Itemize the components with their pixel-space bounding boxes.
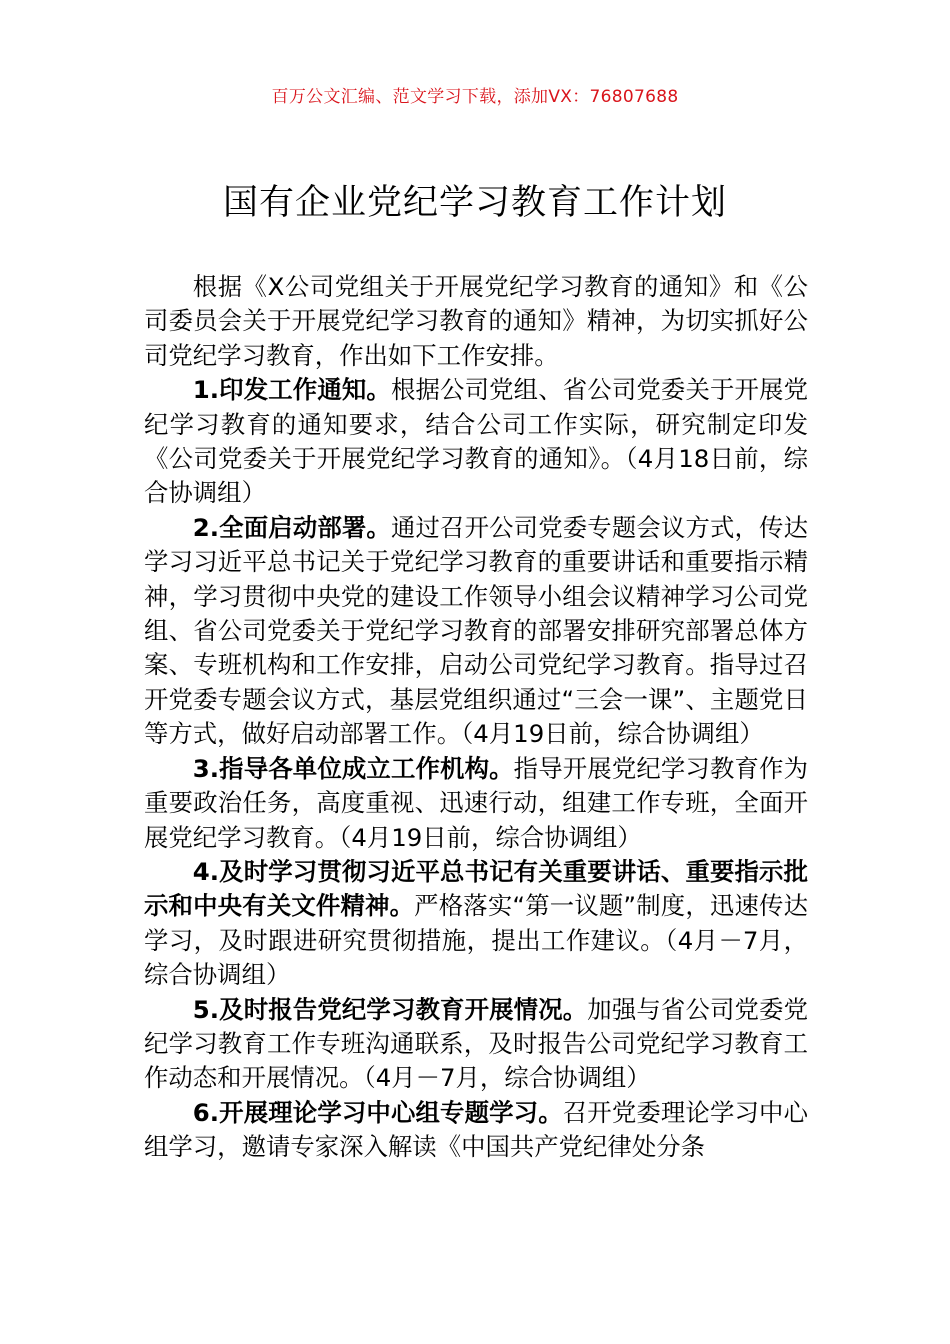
document-body	[144, 270, 808, 1165]
item-heading: 3.指导各单位成立工作机构。	[192, 753, 514, 783]
item-paragraph-5	[144, 993, 808, 1096]
intro-paragraph: 根据《X公司党组关于开展党纪学习教育的通知》和《公司委员会关于开展党纪学习教育的通知》精神，为切实抓好公司党纪学习教育，作出如下工作安排。	[144, 272, 808, 370]
item-heading: 4.及时学习贯彻习近平总书记有关重要讲话、重要指示批示和中央有关文件精神。	[144, 856, 808, 921]
item-text: 通过召开公司党委专题会议方式，传达学习习近平总书记关于党纪学习教育的重要讲话和重要指示精神，学习贯彻中央党的建设工作领导小组会议精神学习公司党组、省公司党委关于党纪学习教育的部署安排研究部署总体方案、专班机构和工作安排，启动公司党纪学习教育。指导过召开党委专题会议方式，基层党组织通过“三会一课”、主题党日等方式，做好启动部署工作。（4月19日前，综合协调组）	[144, 512, 808, 749]
item-paragraph-3	[144, 752, 808, 855]
item-heading: 2.全面启动部署。	[192, 512, 391, 542]
document-title: 国有企业党纪学习教育工作计划	[222, 183, 727, 223]
item-paragraph-6	[144, 1096, 808, 1165]
item-text: 根据公司党组、省公司党委关于开展党纪学习教育的通知要求，结合公司工作实际，研究制定印发《公司党委关于开展党纪学习教育的通知》。（4月18日前，综合协调组）	[144, 375, 808, 508]
item-text: 严格落实“第一议题”制度，迅速传达学习，及时跟进研究贯彻措施，提出工作建议。（4月－7月，综合协调组）	[144, 891, 808, 990]
item-heading: 6.开展理论学习中心组专题学习。	[192, 1097, 563, 1127]
item-paragraph-4	[144, 855, 808, 993]
item-heading: 1.印发工作通知。	[192, 375, 391, 405]
item-heading: 5.及时报告党纪学习教育开展情况。	[192, 994, 588, 1024]
item-text: 指导开展党纪学习教育作为重要政治任务，高度重视、迅速行动，组建工作专班，全面开展党纪学习教育。（4月19日前，综合协调组）	[144, 753, 808, 852]
item-text: 召开党委理论学习中心组学习，邀请专家深入解读《中国共产党纪律处分条	[144, 1097, 808, 1162]
item-paragraph-2	[144, 511, 808, 752]
watermark-banner: 百万公文汇编、范文学习下载，添加VX：76807688	[271, 87, 679, 107]
item-text: 加强与省公司党委党纪学习教育工作专班沟通联系，及时报告公司党纪学习教育工作动态和开展情况。（4月－7月，综合协调组）	[144, 994, 808, 1093]
item-paragraph-1	[144, 373, 808, 511]
